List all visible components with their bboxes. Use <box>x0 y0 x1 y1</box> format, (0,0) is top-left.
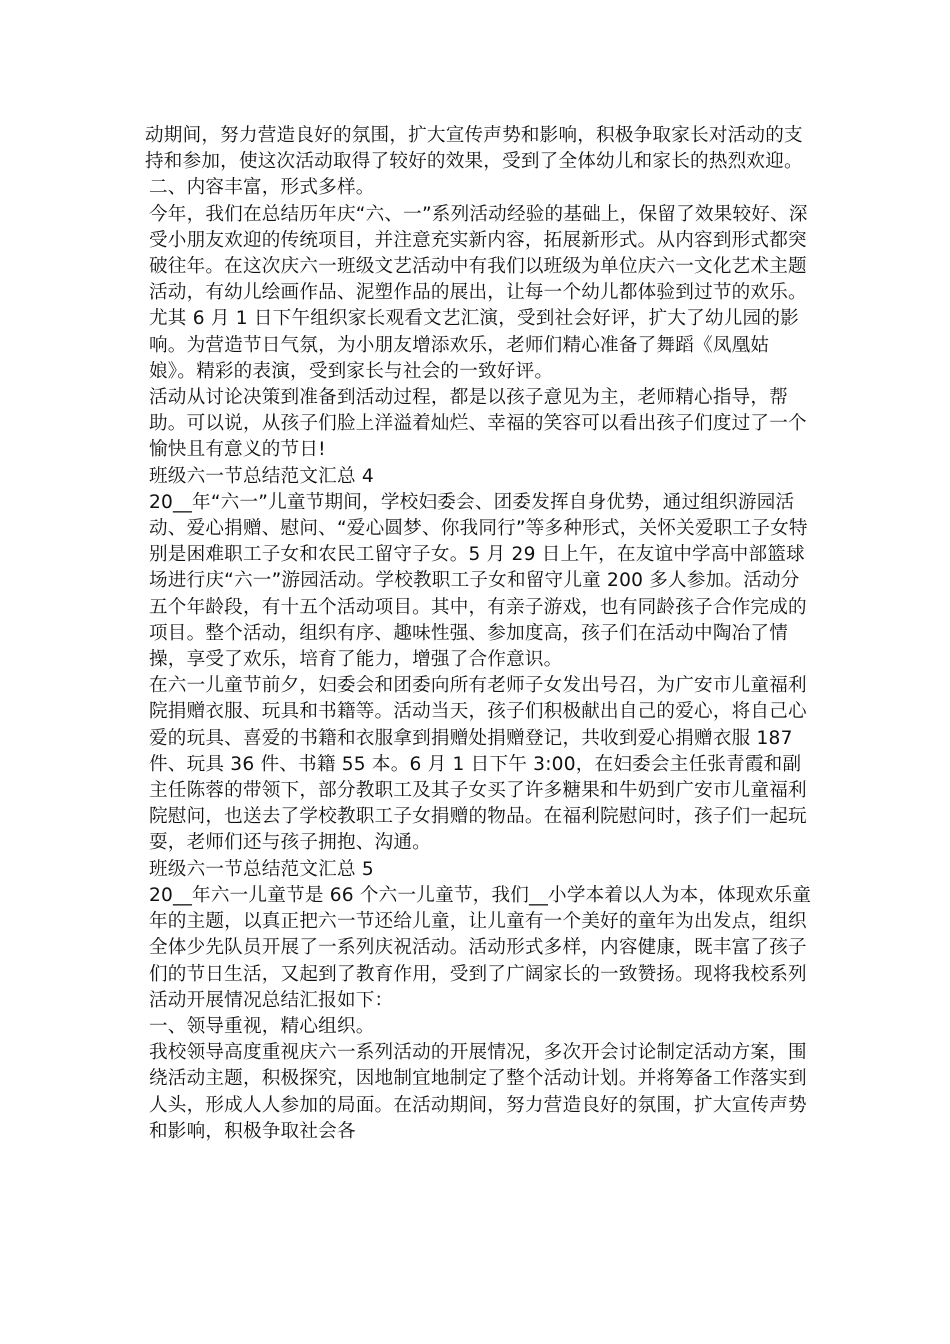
section-heading-content-rich: 二、内容丰富，形式多样。 <box>149 177 375 199</box>
paragraph-3: 今年，我们在总结历年庆“六、一”系列活动经验的基础上，保留了效果较好、深受小朋友欢迎的传统项目，并注意充实新内容，拓展新形式。从内容到形式都突破往年。在这次庆六一班级文艺活动中有我们以班级为单位庆六一文化艺术主题活动，有幼儿绘画作品、泥塑作品的展出，让每一个幼儿都体验到过节的欢乐。尤其 6 月 1 日下午组织家长观看文艺汇演，受到社会好评，扩大了幼儿园的影响。为营造节日气氛，为小朋友增添欢乐，老师们精心准备了舞蹈《凤凰姑娘》。精彩的表演，受到家长与社会的一致好评。 <box>149 203 808 382</box>
paragraph-7: 在六一儿童节前夕，妇委会和团委向所有老师子女发出号召，为广安市儿童福利院捐赠衣服、玩具和书籍等。活动当天，孩子们积极献出自己的爱心，将自己心爱的玩具、喜爱的书籍和衣服拿到捐赠处捐赠登记，共收到爱心捐赠衣服 187 件、玩具 36 件、书籍 55 本。6 月 1 日下午 3:00，在妇委会主任张青霞和副主任陈蓉的带领下，部分教职工及其子女买了许多糖果和牛奶到广安市儿童福利院慰问，也送去了学校教职工子女捐赠的物品。在福利院慰问时，孩子们一起玩耍，老师们还与孩子拥抱、沟通。 <box>149 675 807 854</box>
section-heading-leadership: 一、领导重视，精心组织。 <box>149 1015 375 1037</box>
document-body <box>145 123 815 1145</box>
paragraph-4: 活动从讨论决策到准备到活动过程，都是以孩子意见为主，老师精心指导，帮助。可以说，从孩子们脸上洋溢着灿烂、幸福的笑容可以看出孩子们度过了一个愉快且有意义的节日! <box>149 387 807 461</box>
section-title-summary-4: 班级六一节总结范文汇总 4 <box>149 465 374 487</box>
paragraph-9: 20__年六一儿童节是 66 个六一儿童节，我们__小学本着以人为本，体现欢乐童年的主题，以真正把六一节还给儿童，让儿童有一个美好的童年为出发点，组织全体少先队员开展了一系列庆祝活动。活动形式多样，内容健康，既丰富了孩子们的节日生活，又起到了教育作用，受到了广阔家长的一致赞扬。现将我校系列活动开展情况总结汇报如下： <box>149 884 812 1011</box>
paragraph-6: 20__年“六一”儿童节期间，学校妇委会、团委发挥自身优势，通过组织游园活动、爱心捐赠、慰问、“爱心圆梦、你我同行”等多种形式，关怀关爱职工子女特别是困难职工子女和农民工留守子女。5 月 29 日上午，在友谊中学高中部篮球场进行庆“六一”游园活动。学校教职工子女和留守儿童 200 多人参加。活动分五个年龄段，有十五个活动项目。其中，有亲子游戏，也有同龄孩子合作完成的项目。整个活动，组织有序、趣味性强、参加度高，孩子们在活动中陶冶了情操，享受了欢乐，培育了能力，增强了合作意识。 <box>149 491 808 671</box>
paragraph-11: 我校领导高度重视庆六一系列活动的开展情况，多次开会讨论制定活动方案，围绕活动主题，积极探究，因地制宜地制定了整个活动计划。并将筹备工作落实到人头，形成人人参加的局面。在活动期间，努力营造良好的氛围，扩大宣传声势和影响，积极争取社会各 <box>149 1042 807 1142</box>
paragraph-1: 动期间，努力营造良好的氛围，扩大宣传声势和影响，积极争取家长对活动的支持和参加，使这次活动取得了较好的效果，受到了全体幼儿和家长的热烈欢迎。 <box>145 125 803 173</box>
section-title-summary-5: 班级六一节总结范文汇总 5 <box>149 858 374 880</box>
